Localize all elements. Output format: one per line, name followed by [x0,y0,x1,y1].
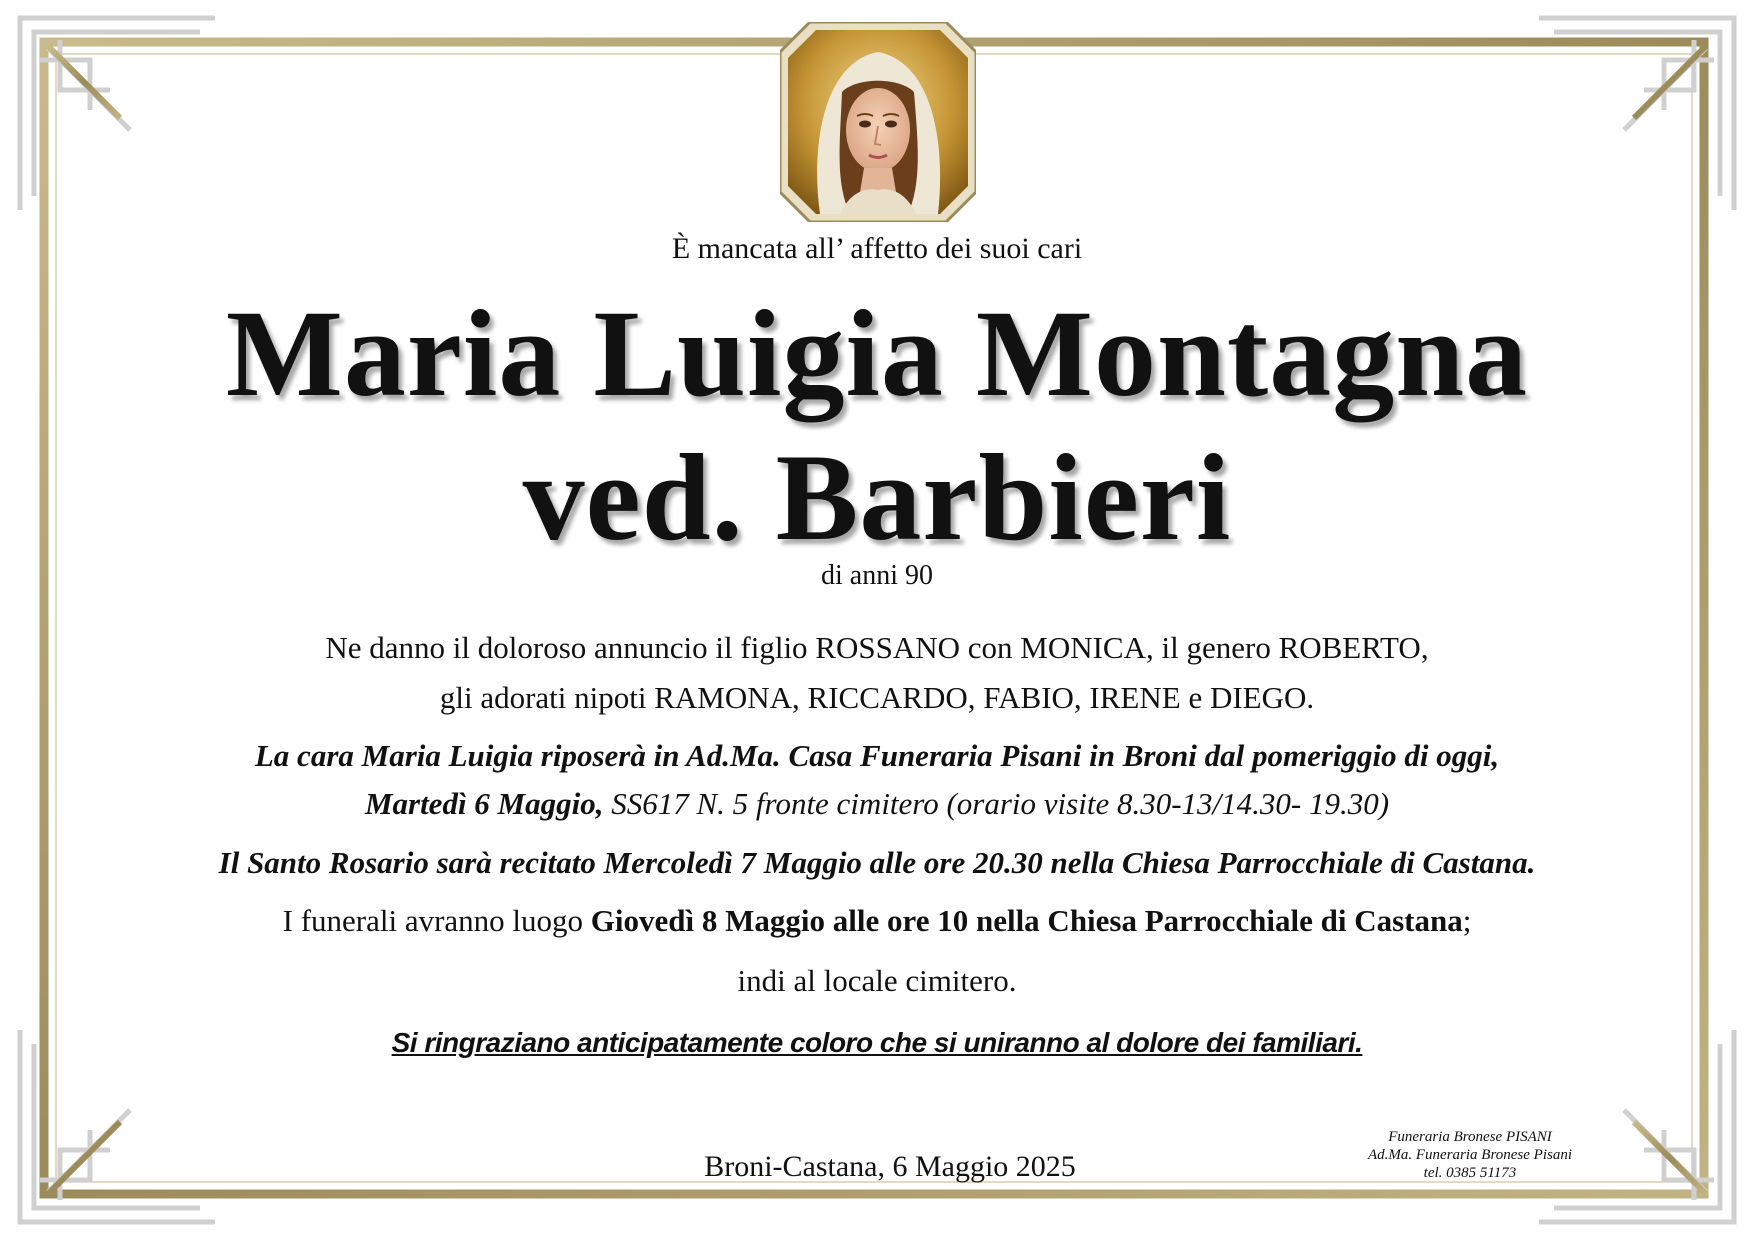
rosary-line: Il Santo Rosario sarà recitato Mercoledì 7 Maggio alle ore 20.30 nella Chiesa Parrocchiale di Castana. [218,845,1536,880]
announce-line-1: Ne danno il doloroso annuncio il figlio ROSSANO con MONICA, il genero ROBERTO, [325,630,1429,665]
funeral-line [0,903,1754,939]
place-date: Broni-Castana, 6 Maggio 2025 [704,1150,1076,1183]
funeral-details: Giovedì 8 Maggio alle ore 10 nella Chiesa Parrocchiale di Castana [590,903,1463,938]
thanks-line: Si ringraziano anticipatamente coloro che si uniranno al dolore dei familiari. [391,1027,1363,1058]
funeral-suffix: ; [1462,903,1472,938]
announce-line-2: gli adorati nipoti RAMONA, RICCARDO, FABIO, IRENE e DIEGO. [439,680,1315,715]
deceased-name-line2: ved. Barbieri [522,429,1232,566]
deceased-name-line1: Maria Luigia Montagna [225,285,1529,422]
madonna-portrait-image [780,22,976,222]
rest-address: SS617 N. 5 fronte cimitero (orario visite 8.30-13/14.30- 19.30) [603,786,1390,821]
burial-line: indi al locale cimitero. [737,963,1017,998]
rest-line-1: La cara Maria Luigia riposerà in Ad.Ma. Casa Funeraria Pisani in Broni dal pomeriggio di oggi, [254,738,1500,773]
funeral-prefix: I funerali avranno luogo [282,903,591,938]
agency-credit [1340,1128,1600,1182]
agency-phone: tel. 0385 51173 [1423,1165,1517,1181]
intro-text: È mancata all’ affetto dei suoi cari [671,232,1083,265]
rest-day: Martedì 6 Maggio, [364,786,604,821]
rest-line-2 [0,786,1754,822]
age-text: di anni 90 [821,560,933,591]
agency-name: Funeraria Bronese PISANI [1388,1129,1552,1145]
agency-subname: Ad.Ma. Funeraria Bronese Pisani [1367,1147,1572,1163]
